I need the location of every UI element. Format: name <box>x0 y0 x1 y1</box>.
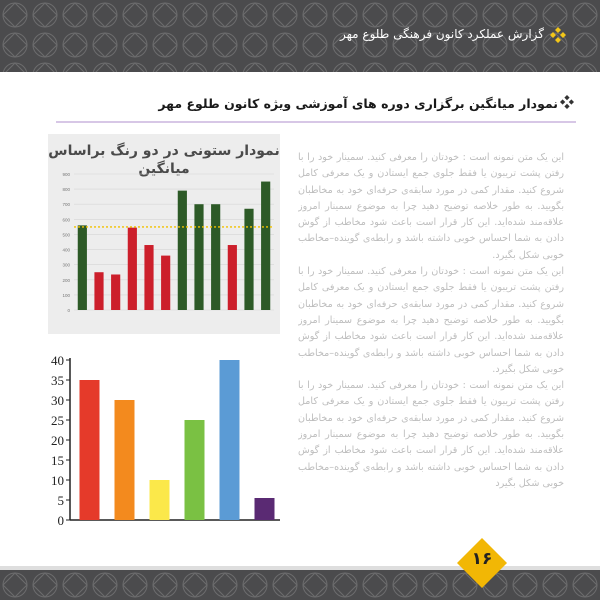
y-tick-label: 25 <box>51 413 64 428</box>
bar <box>111 274 120 310</box>
page-number: ۱۶ <box>471 549 493 569</box>
bar <box>150 480 170 520</box>
footer-bar <box>0 570 600 600</box>
chart-title: نمودار ستونی در دو رنگ براساس میانگین <box>48 143 280 177</box>
bar <box>261 182 270 310</box>
y-tick-label: 500 <box>62 232 70 238</box>
y-tick-label: 600 <box>62 217 70 223</box>
chart2-svg <box>40 348 290 526</box>
bar <box>115 400 135 520</box>
paragraph: این یک متن نمونه است : خودتان را معرفی کنید. سمینار خود را با رفتن پشت تریبون یا فقط جلوی جمع ایستادن و یک معرفی کامل شروع کنید. مقدار کمی در مورد سابقه‌ی حرفه‌ای خود به مخاطبان بگویید. به طور خلاصه توضیح دهید چرا به موضوع سمینار امروز علاقه‌مند شده‌اید. این کار قرار است باعث شود مخاطب از گوش دادن به شما احساس خوبی داشته باشد و رابطه‌ی گوینده–مخاطب خوبی شکل بگیرد. <box>298 152 564 261</box>
paragraph: این یک متن نمونه است : خودتان را معرفی کنید. سمینار خود را با رفتن پشت تریبون یا فقط جلوی جمع ایستادن و یک معرفی کامل شروع کنید. مقدار کمی در مورد سابقه‌ی حرفه‌ای خود به مخاطبان بگویید. به طور خلاصه توضیح دهید چرا به موضوع سمینار امروز علاقه‌مند شده‌اید. این کار قرار است باعث شود مخاطب از گوش دادن به شما احساس خوبی داشته باشد و رابطه‌ی گوینده–مخاطب خوبی شکل بگیرد <box>298 380 564 489</box>
bar <box>178 191 187 310</box>
body-text <box>298 150 564 535</box>
section-title-text: نمودار میانگین برگزاری دوره های آموزشی ویژه کانون طلوع مهر <box>158 96 558 111</box>
four-diamond-icon <box>550 27 566 43</box>
chart1-svg <box>48 134 280 334</box>
y-tick-label: 700 <box>62 202 70 208</box>
chart-two-color-bars <box>48 134 280 334</box>
y-tick-label: 15 <box>51 453 64 468</box>
y-tick-label: 200 <box>62 277 70 283</box>
y-tick-label: 0 <box>67 308 70 313</box>
header-bar <box>0 0 600 72</box>
bar <box>244 209 253 310</box>
bar <box>194 204 203 310</box>
section-title <box>158 96 578 111</box>
y-tick-label: 20 <box>51 433 64 448</box>
bar <box>220 360 240 520</box>
bar <box>161 256 170 310</box>
y-tick-label: 400 <box>62 247 70 253</box>
bar <box>94 272 103 310</box>
header-title: گزارش عملکرد کانون فرهنگی طلوع مهر <box>340 27 544 41</box>
four-diamond-icon <box>560 95 574 109</box>
chart-colored-bars <box>40 348 290 526</box>
bar <box>80 380 100 520</box>
y-tick-label: 800 <box>62 187 70 193</box>
y-tick-label: 0 <box>57 513 64 526</box>
y-tick-label: 40 <box>51 353 64 368</box>
section-divider <box>56 121 576 123</box>
bar <box>185 420 205 520</box>
bar <box>78 225 87 310</box>
paragraph: این یک متن نمونه است : خودتان را معرفی کنید. سمینار خود را با رفتن پشت تریبون یا فقط جلوی جمع ایستادن و یک معرفی کامل شروع کنید. مقدار کمی در مورد سابقه‌ی حرفه‌ای خود به مخاطبان بگویید. به طور خلاصه توضیح دهید چرا به موضوع سمینار امروز علاقه‌مند شده‌اید. این کار قرار است باعث شود مخاطب از گوش دادن به شما احساس خوبی داشته باشد و رابطه‌ی گوینده–مخاطب خوبی شکل بگیرد. <box>298 266 564 375</box>
bar <box>211 204 220 310</box>
bar <box>144 245 153 310</box>
y-tick-label: 10 <box>51 473 64 488</box>
y-tick-label: 900 <box>62 172 70 177</box>
bar <box>128 228 137 310</box>
y-tick-label: 100 <box>62 292 70 298</box>
bar <box>255 498 275 520</box>
bar <box>228 245 237 310</box>
y-tick-label: 35 <box>51 373 64 388</box>
footer-pattern <box>0 570 600 600</box>
y-tick-label: 300 <box>62 262 70 268</box>
y-tick-label: 30 <box>51 393 64 408</box>
y-tick-label: 5 <box>57 493 64 508</box>
